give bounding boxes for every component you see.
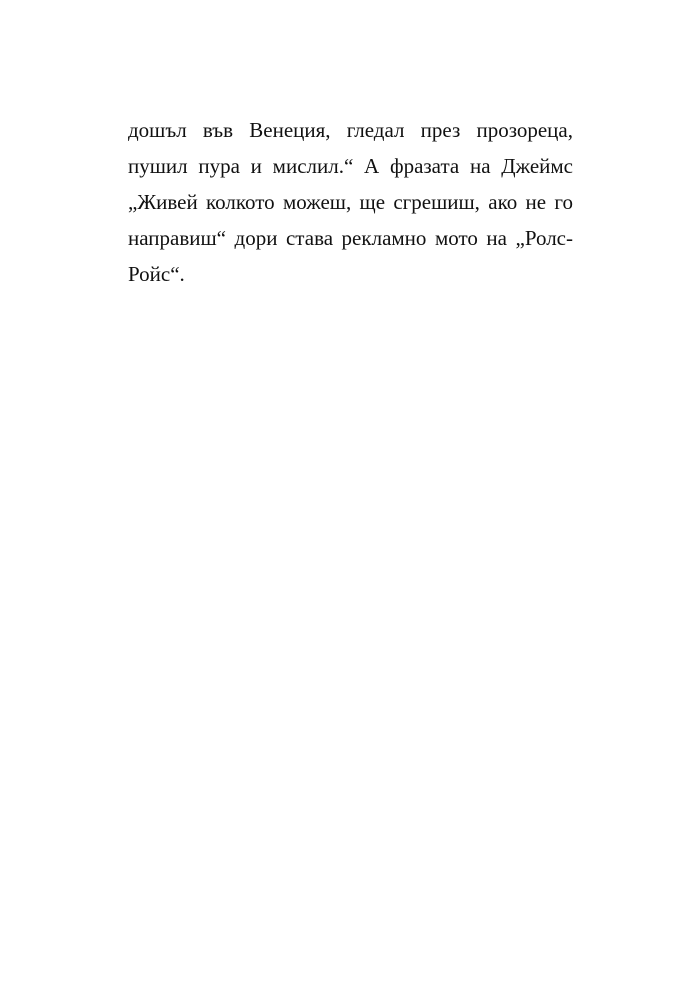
text-line: дошъл във Венеция, гледал през прозореца,: [128, 118, 573, 142]
text-line: Ройс“.: [128, 262, 185, 286]
text-line: „Живей колкото можеш, ще сгрешиш, ако не го: [128, 190, 573, 214]
text-line: пушил пура и мислил.“ А фразата на Джеймс: [128, 154, 573, 178]
body-paragraph: [128, 112, 573, 292]
text-line: направиш“ дори става рекламно мото на „Ролс-: [128, 226, 573, 250]
